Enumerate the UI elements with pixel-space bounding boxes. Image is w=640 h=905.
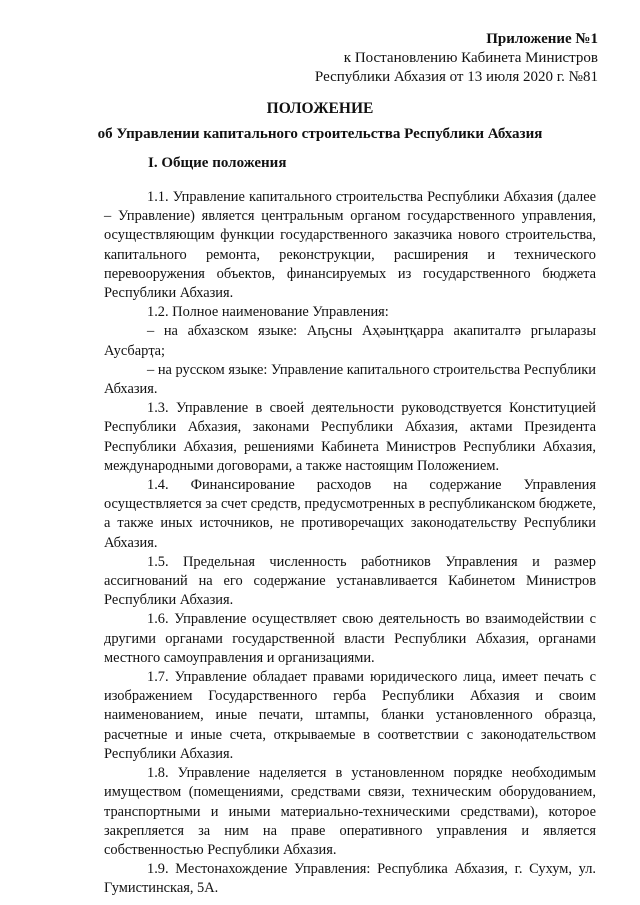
paragraph-1-2-russian: – на русском языке: Управление капитального строительства Республики Абхазия.	[104, 361, 596, 398]
paragraph-1-3: 1.3. Управление в своей деятельности руководствуется Конституцией Республики Абхазия, законами Республики Абхазия, актами Президента Республики Абхазия, решениями Кабинета Министров Республики Абхазия, международными договорами, а также настоящим Положением.	[104, 400, 596, 474]
section-heading: I. Общие положения	[148, 155, 287, 171]
appendix-line-2: Республики Абхазия от 13 июля 2020 г. №81	[314, 69, 598, 85]
appendix-title: Приложение №1	[486, 31, 598, 47]
paragraph-1-8: 1.8. Управление наделяется в установленном порядке необходимым имуществом (помещениями, средствами связи, техническим оборудованием, транспортными и иными материально-техническими средствами), которое закрепляется за ним на праве оперативного управления и является собственностью Республики Абхазия.	[104, 765, 596, 858]
appendix-line-1: к Постановлению Кабинета Министров	[343, 50, 598, 66]
paragraph-1-9: 1.9. Местонахождение Управления: Республика Абхазия, г. Сухум, ул. Гумистинская, 5А.	[104, 861, 596, 897]
paragraph-1-2-abkhaz: – на абхазском языке: Аҧсны Аҳәынҭқарра акапиталтә ргыларазы Аусбарҭа;	[104, 323, 596, 359]
paragraph-1-2: 1.2. Полное наименование Управления:	[147, 304, 389, 321]
paragraph-1-6: 1.6. Управление осуществляет свою деятельность во взаимодействии с другими органами государственной власти Республики Абхазия, органами местного самоуправления и организациями.	[104, 611, 596, 666]
appendix-block	[315, 30, 598, 87]
document-title: ПОЛОЖЕНИЕ	[266, 100, 374, 117]
body-text	[104, 188, 596, 899]
paragraph-1-4: 1.4. Финансирование расходов на содержание Управления осуществляется за счет средств, предусмотренных в республиканском бюджете, а также иных источников, не противоречащих законодательству Республики Абхазия.	[104, 477, 596, 551]
paragraph-1-7: 1.7. Управление обладает правами юридического лица, имеет печать с изображением Государственного герба Республики Абхазия и своим наименованием, иные печати, штампы, бланки установленного образца, расчетные и иные счета, открываемые в соответствии с законодательством Республики Абхазия.	[104, 669, 596, 762]
paragraph-1-5: 1.5. Предельная численность работников Управления и размер ассигнований на его содержание устанавливается Кабинетом Министров Республики Абхазия.	[104, 553, 596, 609]
document-subtitle: об Управлении капитального строительства Республики Абхазия	[97, 126, 543, 142]
paragraph-1-1: 1.1. Управление капитального строительства Республики Абхазия (далее – Управление) является центральным органом государственного управления, осуществляющим функции государственного заказчика нового строительства, капитального ремонта, реконструкции, расширения и технического перевооружения объектов, финансируемых из государственного бюджета Республики Абхазия.	[104, 189, 596, 302]
